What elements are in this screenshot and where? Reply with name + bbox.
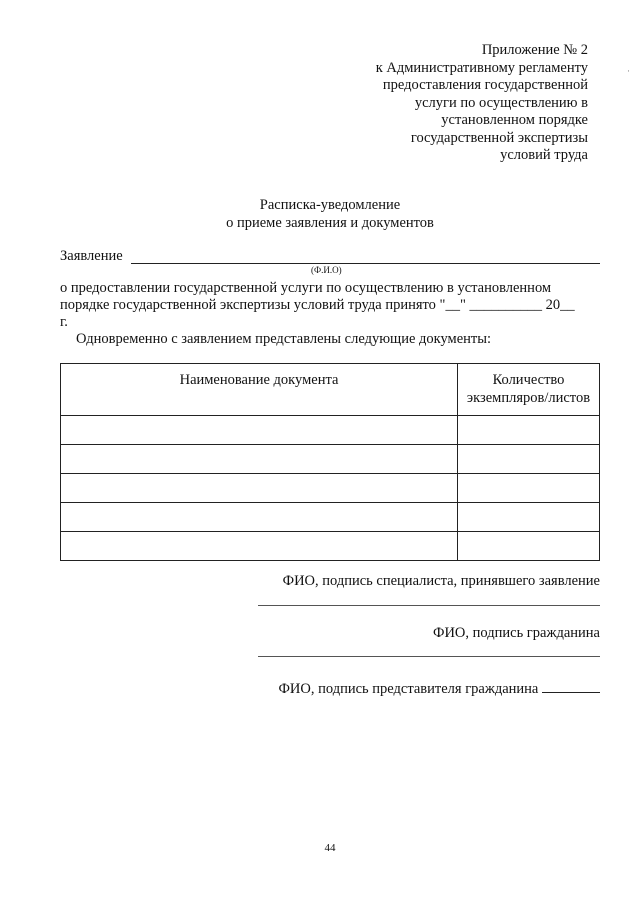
document-count-cell[interactable] — [458, 474, 600, 503]
document-heading — [0, 196, 640, 232]
documents-table — [60, 363, 600, 561]
scan-mark: · — [627, 66, 630, 76]
representative-signature-row — [278, 678, 600, 698]
representative-signature-line[interactable] — [542, 678, 600, 693]
appendix-line: к Административному регламенту — [375, 59, 588, 76]
statement-label: Заявление — [60, 248, 123, 264]
document-count-cell[interactable] — [458, 532, 600, 561]
document-name-cell[interactable] — [61, 416, 458, 445]
table-header-row — [61, 364, 600, 416]
document-name-cell[interactable] — [61, 503, 458, 532]
appendix-line: предоставления государственной — [382, 77, 588, 93]
representative-signature-label: ФИО, подпись представителя гражданина — [278, 681, 539, 697]
specialist-signature-line[interactable] — [258, 605, 600, 606]
document-count-cell[interactable] — [458, 416, 600, 445]
column-header-name: Наименование документа — [61, 364, 458, 416]
statement-body — [60, 280, 600, 331]
table-row — [61, 445, 600, 474]
appendix-line: государственной экспертизы — [410, 129, 588, 146]
statement-body-line: о предоставлении государственной услуги по осуществлению в установленном — [60, 280, 552, 296]
column-header-count-line: экземпляров/листов — [466, 390, 591, 406]
documents-intro: Одновременно с заявлением представлены следующие документы: — [76, 331, 492, 347]
heading-title: Расписка-уведомление — [259, 197, 401, 213]
document-count-cell[interactable] — [458, 503, 600, 532]
document-name-cell[interactable] — [61, 532, 458, 561]
appendix-block — [376, 42, 588, 165]
table-row — [61, 474, 600, 503]
appendix-line: услуги по осуществлению в — [414, 94, 588, 111]
document-name-cell[interactable] — [61, 474, 458, 503]
column-header-count-line: Количество — [492, 372, 565, 388]
table-row — [61, 503, 600, 532]
table-row — [61, 416, 600, 445]
document-name-cell[interactable] — [61, 445, 458, 474]
statement-body-line: порядке государственной экспертизы условий труда принято "__" __________ 20__ — [60, 297, 575, 313]
appendix-line: условий труда — [500, 147, 588, 163]
page-number: 44 — [324, 842, 336, 854]
column-header-count — [458, 364, 600, 416]
specialist-signature-label: ФИО, подпись специалиста, принявшего заявление — [282, 573, 600, 589]
appendix-line: Приложение № 2 — [481, 42, 588, 58]
table-row — [61, 532, 600, 561]
applicant-name-field[interactable] — [131, 263, 600, 264]
citizen-signature-line[interactable] — [258, 656, 600, 657]
statement-body-line: г. — [60, 314, 68, 330]
heading-subtitle: о приеме заявления и документов — [226, 215, 434, 231]
document-count-cell[interactable] — [458, 445, 600, 474]
citizen-signature-label: ФИО, подпись гражданина — [433, 625, 600, 641]
fio-caption: (Ф.И.О) — [311, 265, 342, 275]
appendix-line: установленном порядке — [441, 112, 588, 128]
